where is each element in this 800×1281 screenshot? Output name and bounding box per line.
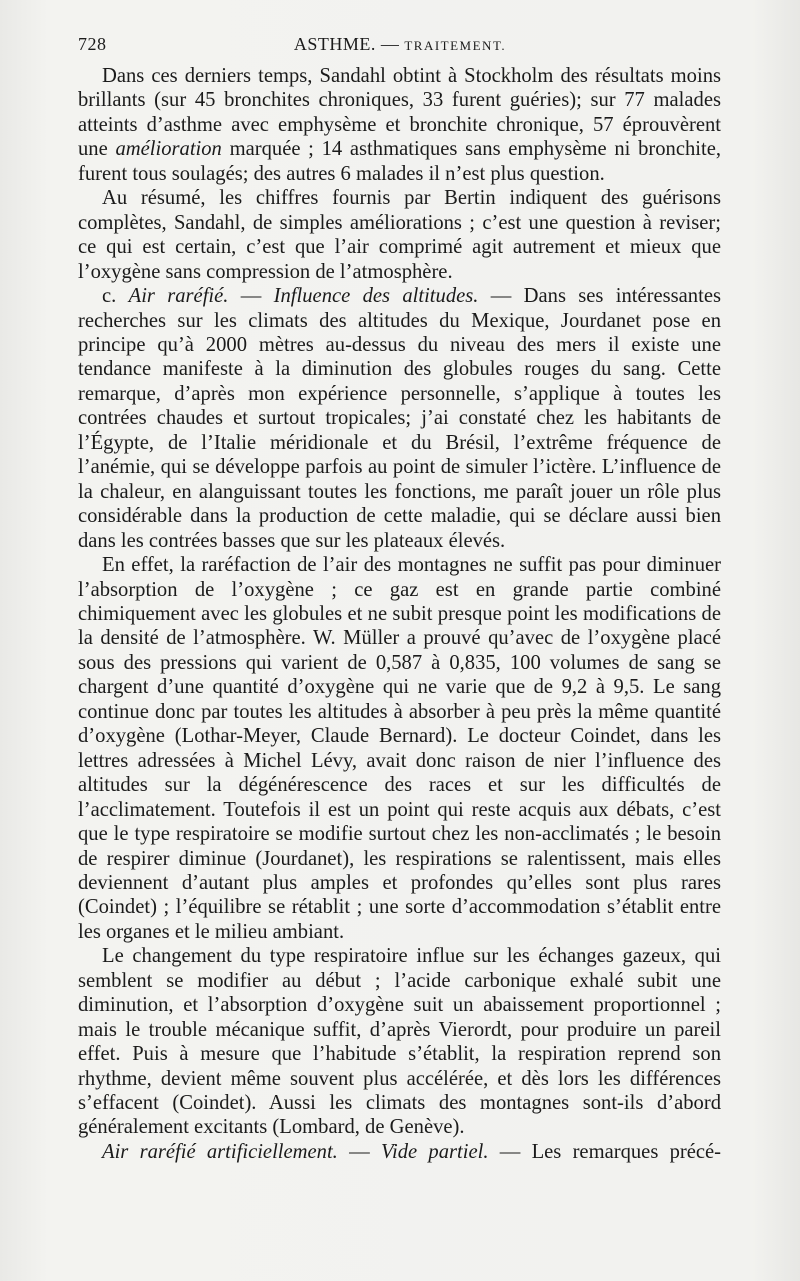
page-header — [78, 34, 722, 58]
heading-separator: — — [337, 1140, 381, 1163]
paragraph-text: En effet, la raréfaction de l’air des montagnes ne suffit pas pour diminuer l’absorption de l’oxygène ; ce gaz est en grande partie combiné chimiquement avec les globules et ne subit presque point les modifications de la densité de l’atmosphère. W. Müller a prouvé qu’avec de l’oxygène placé sous des pressions qui varient de 0,587 à 0,835, 100 volumes de sang se chargent d’une quantité d’oxygène qui ne varie que de 9,2 à 9,5. Le sang continue donc par toutes les altitudes à absorber à peu près la même quantité d’oxygène (Lothar-Meyer, Claude Bernard). Le docteur Coindet, dans les lettres adressées à Michel Lévy, avait donc raison de nier l’influence des altitudes sur la dégénérescence des races et sur les difficultés de l’acclimatement. Toutefois il est un point qui reste acquis aux débats, c’est que le type respiratoire se modifie surtout chez les non-acclimatés ; le besoin de respirer diminue (Jourdanet), les respirations se ralentissent, mais elles deviennent d’autant plus amples et profondes qu’elles sont plus rares (Coindet) ; l’équilibre se rétablit ; une sorte d’accommodation s’établit entre les organes et le milieu ambiant. — [78, 554, 721, 943]
page-body — [78, 64, 721, 1189]
paragraph-text: — Les remarques précé- — [488, 1140, 722, 1163]
paragraph-sandahl — [78, 64, 721, 186]
running-head — [78, 34, 722, 55]
page-number: 728 — [78, 34, 107, 54]
paragraph-text: Dans ces derniers temps, Sandahl obtint à Stockholm des résultats moins brillants (sur 45 bronchites chroniques, 33 furent guéries); sur 77 malades atteints d’asthme avec emphysème et bronchite chronique, 57 éprouvèrent une — [78, 65, 721, 161]
heading-separator: — — [228, 285, 274, 308]
paragraph-air-artificiel — [78, 1140, 721, 1189]
section-heading: Air raréfié artificiellement. — [102, 1140, 338, 1163]
paragraph-text: Au résumé, les chiffres fournis par Bertin indiquent des guérisons complètes, Sandahl, de simples améliorations ; c’est une question à reviser; ce qui est certain, c’est que l’air comprimé agit autrement et mieux que l’oxygène sans compression de l’atmosphère. — [78, 187, 721, 283]
section-subheading: Influence des altitudes. — [273, 285, 479, 308]
paragraph-text: Le changement du type respiratoire influe sur les échanges gazeux, qui semblent se modifier au début ; l’acide carbonique exhalé subit une diminution, et l’absorption d’oxygène suit un abaissement proportionnel ; mais le trouble mécanique suffit, d’après Vierordt, pour produire un pareil effet. Puis à mesure que l’habitude s’établit, la respiration reprend son rhythme, devient même souvent plus accélérée, et dès lors les différences s’effacent (Coindet). Aussi les climats des montagnes sont-ils d’abord généralement excitants (Lombard, de Genève). — [78, 945, 721, 1139]
running-title: ASTHME. — [293, 34, 376, 54]
paragraph-changement — [78, 944, 721, 1140]
section-letter: c. — [102, 285, 117, 308]
paragraph-en-effet — [78, 553, 721, 944]
paragraph-air-rarefie — [78, 284, 721, 553]
paragraph-text: marquée ; 14 asthmatiques sans emphysème ni bronchite, furent tous soulagés; des autres 6 malades il n’est plus question. — [78, 138, 722, 185]
section-heading: Air raréfié. — [128, 285, 229, 308]
section-subheading: Vide partiel. — [380, 1140, 489, 1163]
paragraph-resume — [78, 186, 721, 284]
paragraph-text: — Dans ses intéressantes recherches sur les climats des altitudes du Mexique, Jourdanet pose en principe qu’à 2000 mètres au-dessus du niveau des mers il existe une tendance manifeste à la diminution des globules rouges du sang. Cette remarque, d’après mon expérience personnelle, s’applique à toutes les contrées chaudes et surtout tropicales; j’ai constaté chez les habitants de l’Égypte, de l’Italie méridionale et du Brésil, l’extrême fréquence de l’anémie, qui se développe parfois au point de simuler l’ictère. L’influence de la chaleur, en alanguissant toutes les fonctions, me paraît jouer un rôle plus considérable dans la production de cette maladie, qui se déclare aussi bien dans les contrées basses que sur les plateaux élevés. — [78, 285, 721, 552]
running-dash: — — [380, 34, 400, 54]
running-section: TRAITEMENT. — [404, 38, 507, 53]
emphasis-amelioration: amélioration — [115, 138, 222, 161]
